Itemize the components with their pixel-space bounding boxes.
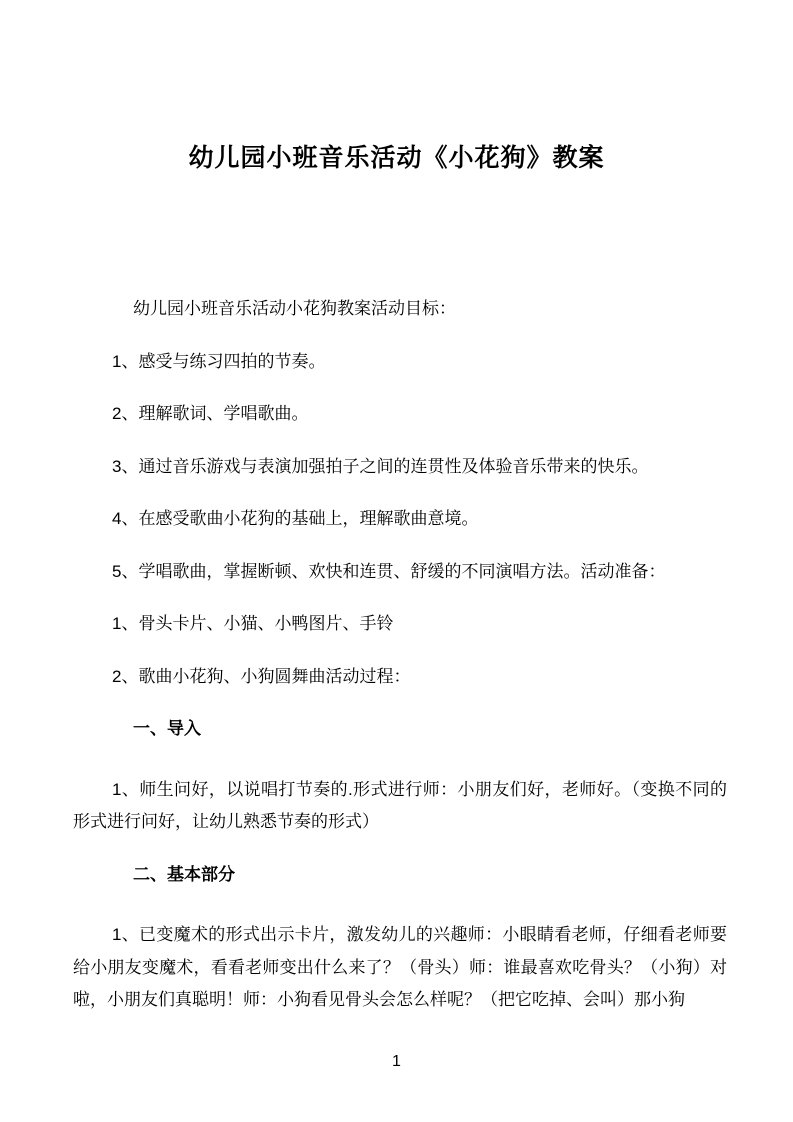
document-title-text: 幼儿园小班音乐活动《小花狗》教案 xyxy=(188,144,605,172)
paragraph-goals-heading: 幼儿园小班音乐活动小花狗教案活动目标： xyxy=(133,299,456,318)
paragraph-prep-2-process: 2、歌曲小花狗、小狗圆舞曲活动过程： xyxy=(112,666,411,686)
section-heading-main: 二、基本部分 xyxy=(133,864,235,884)
page-number: 1 xyxy=(392,1053,401,1070)
paragraph-step-1-1: 1、师生问好，以说唱打节奏的.形式进行师：小朋友们好，老师好。（变换不同的形式进行问好，让幼儿熟悉节奏的形式） xyxy=(73,779,727,831)
paragraph-step-2-1: 1、已变魔术的形式出示卡片，激发幼儿的兴趣师：小眼睛看老师，仔细看老师要给小朋友变魔术，看看老师变出什么来了？（骨头）师：谁最喜欢吃骨头？（小狗）对啦，小朋友们真聪明！师：小狗看见骨头会怎么样呢？（把它吃掉、会叫）那小狗 xyxy=(73,925,727,1009)
paragraph-goal-2: 2、理解歌词、学唱歌曲。 xyxy=(112,404,309,423)
document-body xyxy=(73,293,727,1017)
paragraph-goal-1: 1、感受与练习四拍的节奏。 xyxy=(112,351,326,371)
paragraph-goal-4: 4、在感受歌曲小花狗的基础上，理解歌曲意境。 xyxy=(112,509,479,528)
section-heading-intro: 一、导入 xyxy=(133,719,201,738)
paragraph-goal-5-prep: 5、学唱歌曲，掌握断顿、欢快和连贯、舒缓的不同演唱方法。活动准备： xyxy=(112,561,666,581)
paragraph-goal-3: 3、通过音乐游戏与表演加强拍子之间的连贯性及体验音乐带来的快乐。 xyxy=(112,456,649,476)
document-title xyxy=(0,0,793,174)
paragraph-prep-1: 1、骨头卡片、小猫、小鸭图片、手铃 xyxy=(112,614,394,633)
